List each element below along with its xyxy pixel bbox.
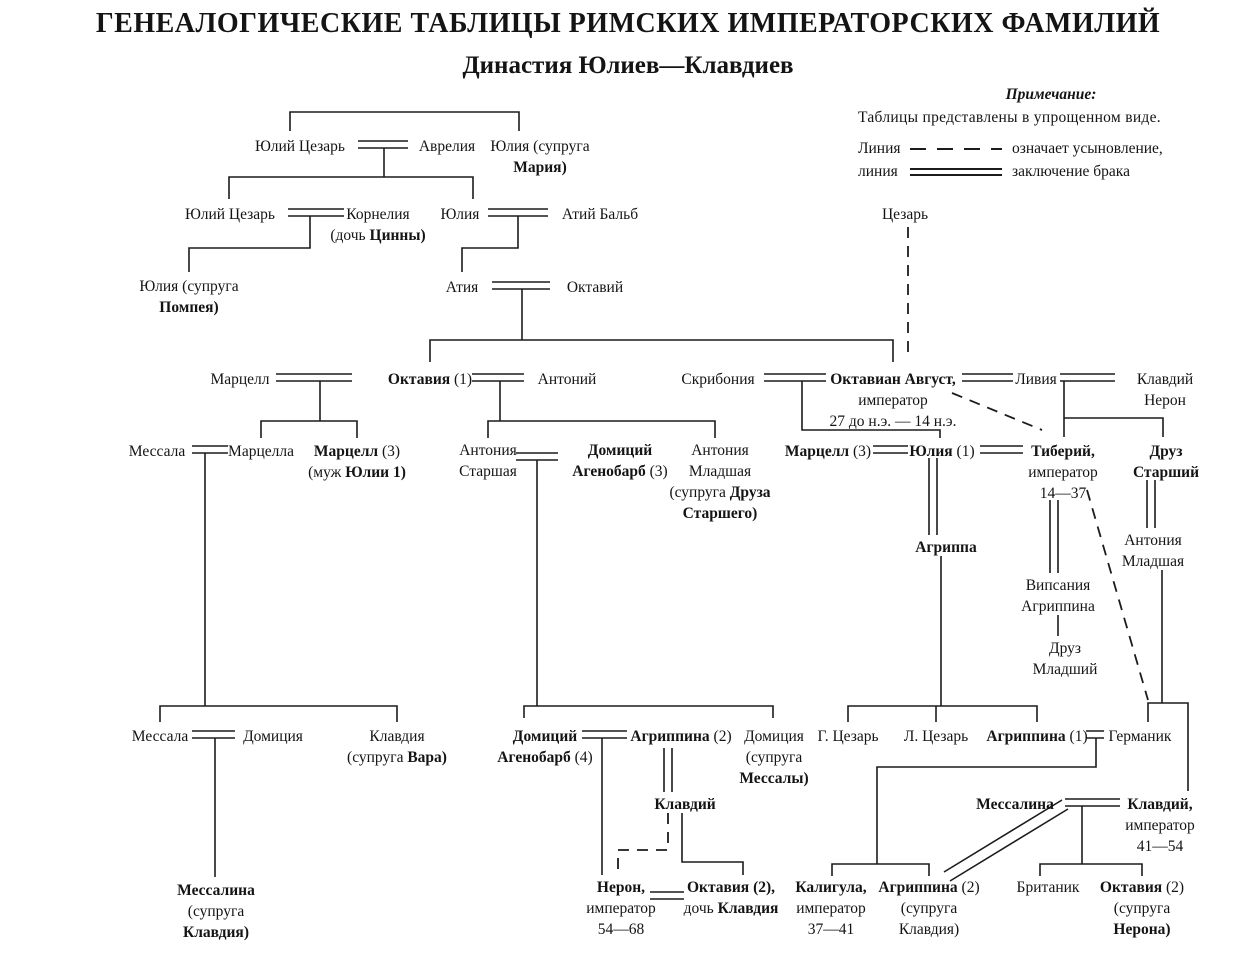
legend-adoption-label: Линия <box>858 140 901 157</box>
person-marcell-1: Марцелл <box>210 371 270 388</box>
person-g-cezar: Г. Цезарь <box>817 728 879 745</box>
person-yuliy-cezar-elder: Юлий Цезарь <box>254 138 346 155</box>
person-liviya: Ливия <box>1015 371 1057 388</box>
person-agrippa: Агриппа <box>915 539 977 556</box>
person-germanik: Германик <box>1108 728 1172 745</box>
person-agrippina-2: Агриппина (2) <box>630 728 732 745</box>
person-atiya: Атия <box>445 279 479 296</box>
legend-marriage-text: заключение брака <box>1012 163 1130 180</box>
person-domitsiy-agenobarb-4: Домиций Агенобарб (4) <box>497 728 593 766</box>
person-avreliya: Аврелия <box>418 138 476 155</box>
person-druz-mladshiy: Друз Младший <box>1032 640 1098 678</box>
person-antoniy: Антоний <box>537 371 597 388</box>
person-klavdiy-mid: Клавдий <box>654 796 716 813</box>
person-marcell-3-muzh-yulii: Марцелл (3) (муж Юлии 1) <box>308 443 406 481</box>
person-neron: Нерон, император 54—68 <box>586 879 656 938</box>
person-klavdiy-imperator: Клавдий, император 41—54 <box>1125 796 1195 855</box>
person-messalina: Мессалина <box>976 796 1054 813</box>
person-antoniya-mladshaya: Антония Младшая <box>1121 532 1185 570</box>
person-korneliya: Корнелия (дочь Цинны) <box>330 206 426 244</box>
note-line: Таблицы представлены в упрощенном виде. <box>858 109 1161 126</box>
person-vipsaniya-agrippina: Випсания Агриппина <box>1021 577 1095 615</box>
person-marcell-3: Марцелл (3) <box>784 443 872 460</box>
person-atiy-balb: Атий Бальб <box>561 206 639 223</box>
person-l-cezar: Л. Цезарь <box>903 728 969 745</box>
person-yuliya-1: Юлия (1) <box>909 443 975 460</box>
person-antoniya-starshaya: Антония Старшая <box>459 442 517 480</box>
person-oktaviya-1: Октавия (1) <box>387 371 473 388</box>
person-antoniya-mladshaya-supruga-druza: Антония Младшая (супруга Друза Старшего) <box>669 442 771 522</box>
person-domitsiy-agenobarb-3: Домиций Агенобарб (3) <box>572 442 668 480</box>
page-title: ГЕНЕАЛОГИЧЕСКИЕ ТАБЛИЦЫ РИМСКИХ ИМПЕРАТОРСКИХ ФАМИЛИЙ <box>95 8 1161 39</box>
legend-marriage-label: линия <box>858 163 898 180</box>
person-cezar: Цезарь <box>881 206 929 223</box>
person-yuliya-2: Юлия <box>440 206 480 223</box>
page-subtitle: Династия Юлиев—Клавдиев <box>462 52 794 79</box>
person-yuliya-supruga-pompeya: Юлия (супруга Помпея) <box>139 278 239 316</box>
note-heading: Примечание: <box>1005 86 1097 103</box>
person-oktavian-avgust: Октавиан Август, император 27 до н.э. — 14 н.э. <box>829 371 957 430</box>
person-oktaviy: Октавий <box>566 279 624 296</box>
person-oktaviya-2-supruga-nerona: Октавия (2) (супруга Нерона) <box>1099 879 1185 938</box>
person-agrippina-1: Агриппина (1) <box>986 728 1088 745</box>
person-domitsiya: Домиция <box>243 728 303 745</box>
person-skriboniya: Скрибония <box>681 371 755 388</box>
person-agrippina-2-supruga-klavdiya: Агриппина (2) (супруга Клавдия) <box>878 879 980 938</box>
person-druz-starshiy: Друз Старший <box>1132 443 1200 481</box>
person-domitsiya-supruga-messaly: Домиция (супруга Мессалы) <box>739 728 809 787</box>
legend-adoption-text: означает усыновление, <box>1012 140 1163 157</box>
person-messala-1: Мессала <box>128 443 186 460</box>
person-marcella: Марцелла <box>228 443 294 460</box>
person-yuliy-cezar-2: Юлий Цезарь <box>184 206 276 223</box>
person-messalina-supruga-klavdiya: Мессалина (супруга Клавдия) <box>177 882 255 941</box>
person-klavdiy-neron: Клавдий Нерон <box>1136 371 1194 409</box>
person-tiberiy: Тиберий, император 14—37 <box>1028 443 1098 502</box>
person-oktaviya-2-doch-klavdiya: Октавия (2), дочь Клавдия <box>683 879 779 917</box>
adoption-lines <box>618 227 1148 874</box>
person-britanik: Британик <box>1016 879 1080 896</box>
person-kaligula: Калигула, император 37—41 <box>795 879 867 938</box>
person-yuliya-supruga-mariya: Юлия (супруга Мария) <box>490 138 590 176</box>
person-messala-2: Мессала <box>131 728 189 745</box>
person-klavdiya-supruga-vara: Клавдия (супруга Вара) <box>347 728 447 766</box>
